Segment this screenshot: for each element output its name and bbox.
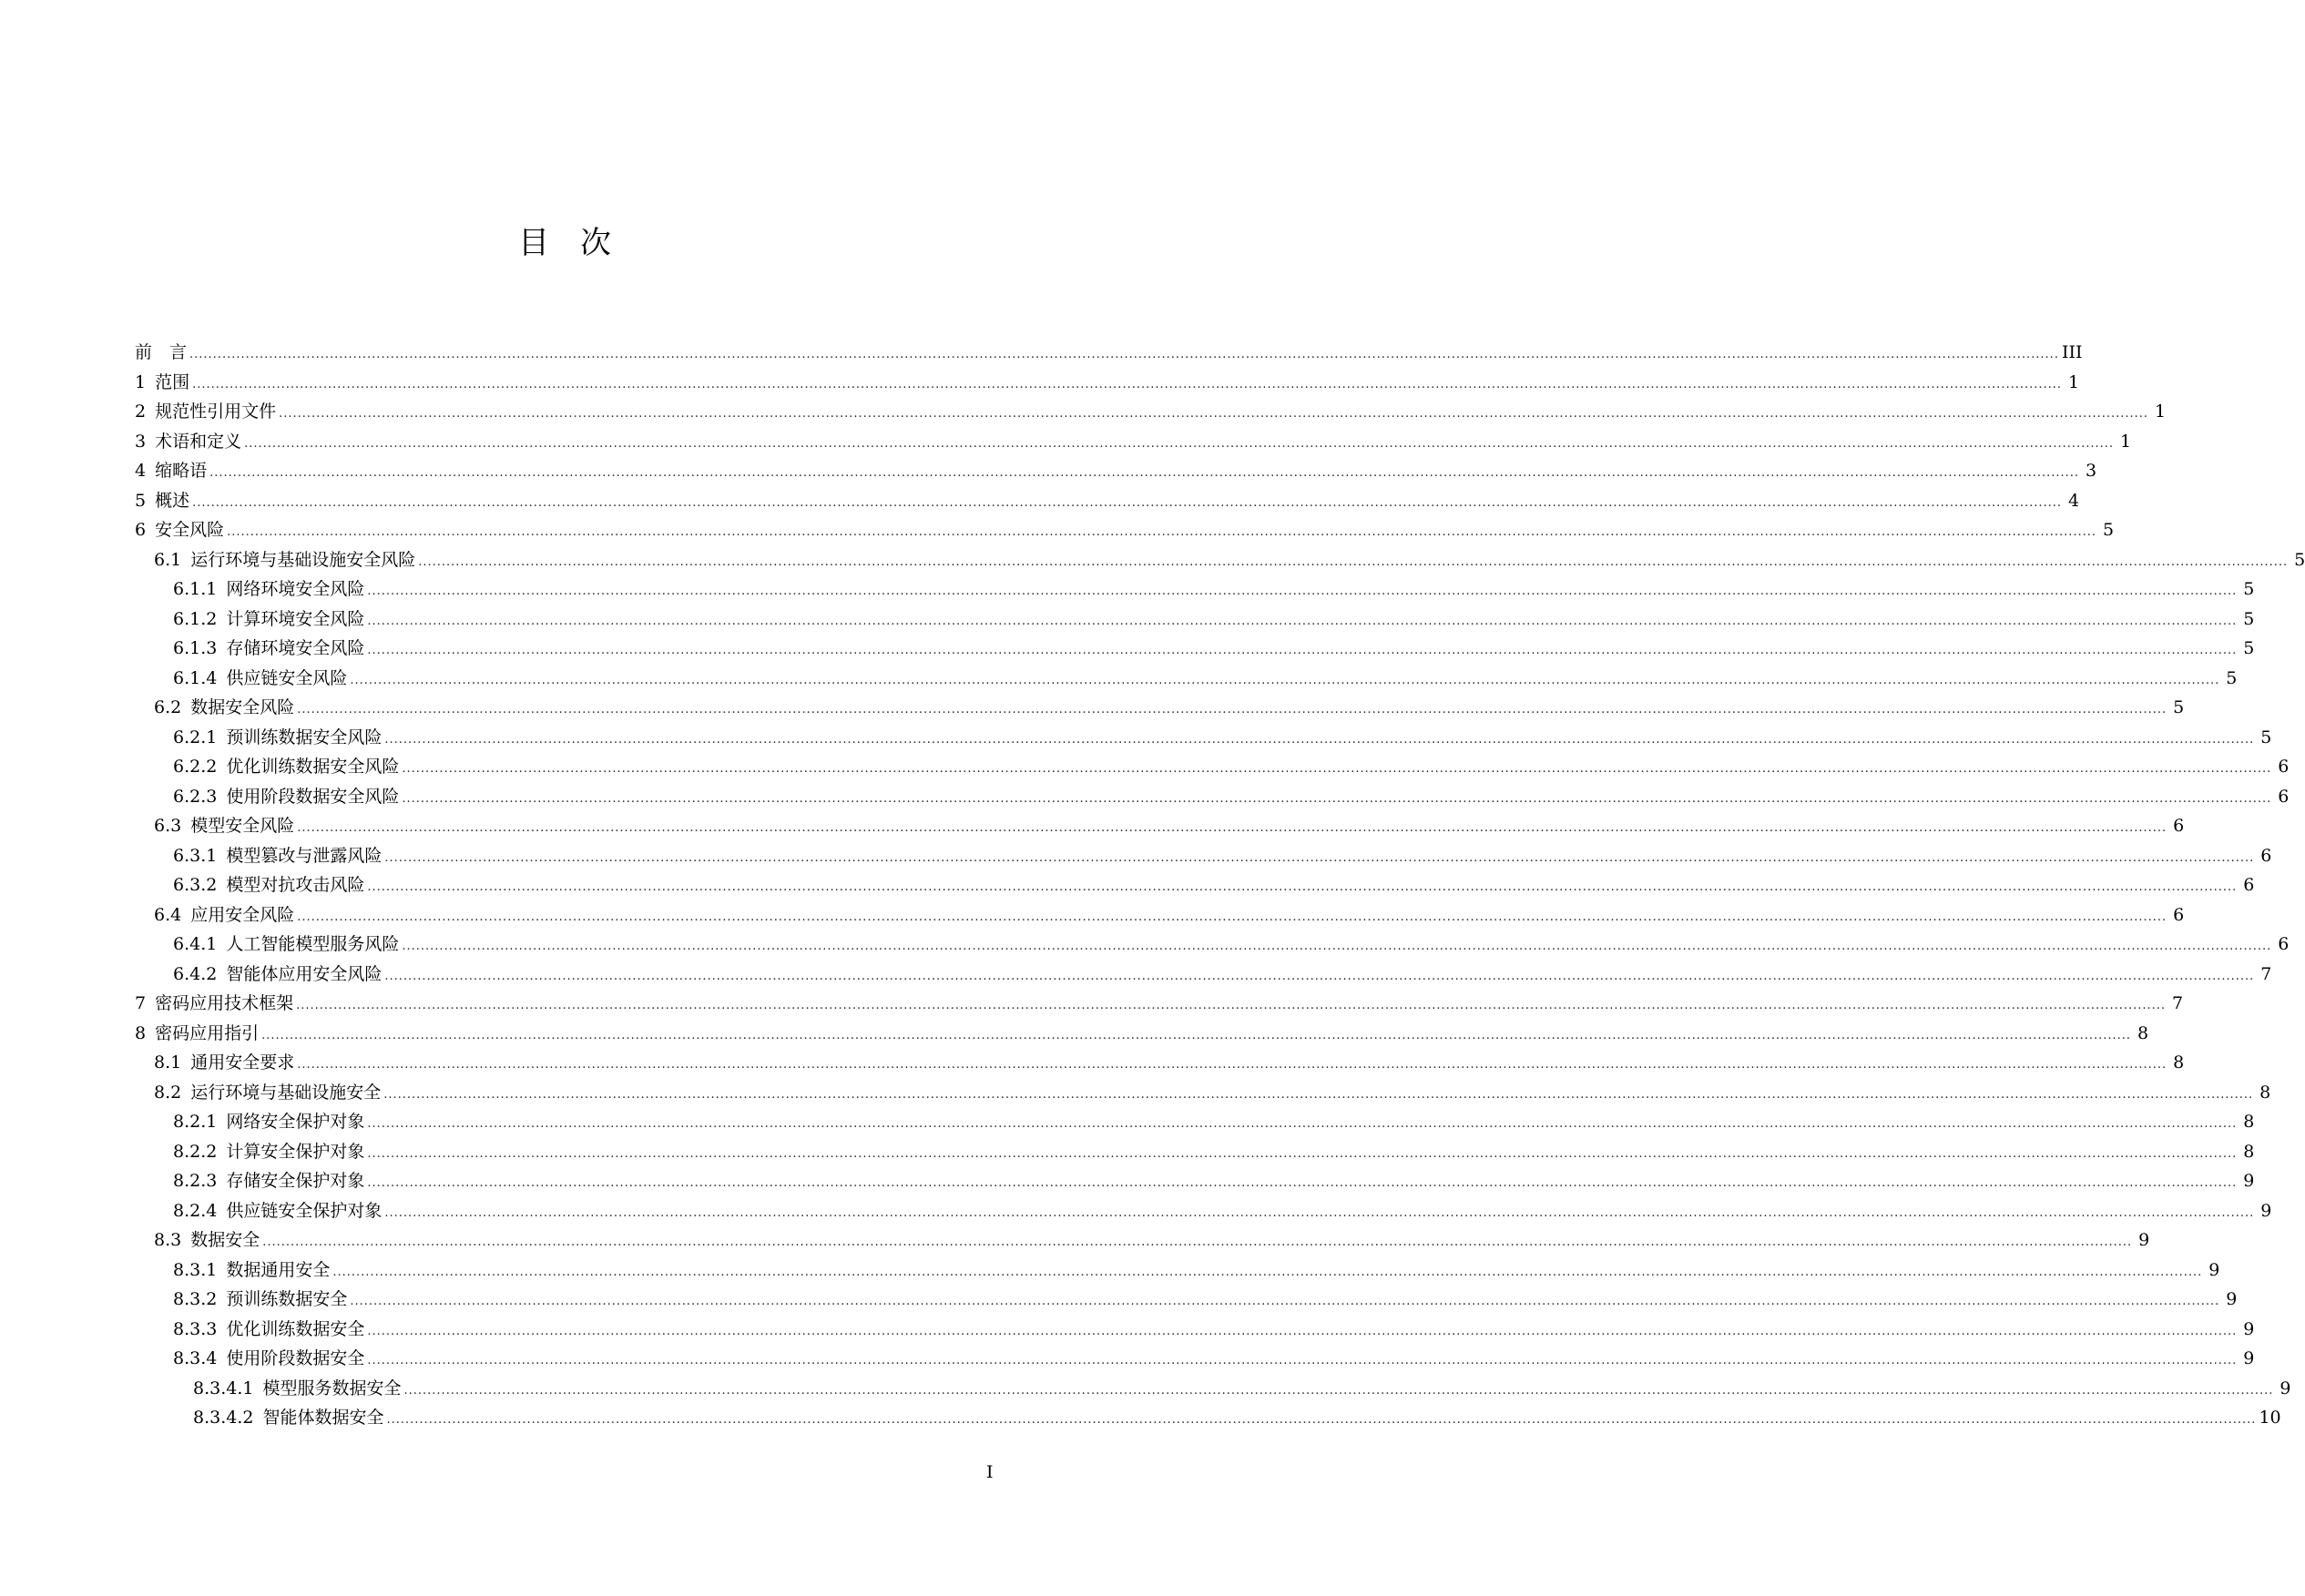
toc-entry[interactable] (135, 1225, 2150, 1255)
toc-entry[interactable] (135, 456, 2097, 486)
toc-entry-number: 6 (135, 520, 147, 540)
toc-entry-page: 9 (2226, 1289, 2238, 1309)
toc-entry-title: 模型安全风险 (190, 816, 295, 836)
toc-entry-title: 存储环境安全风险 (226, 638, 365, 658)
toc-entry-title: 模型篡改与泄露风险 (226, 845, 382, 866)
toc-leader-dots: ................................................................................................................................................................................................................................................................................................................................................................................................................ (384, 1205, 2255, 1220)
toc-entry[interactable] (135, 1048, 2185, 1078)
toc-leader-dots: ................................................................................................................................................................................................................................................................................................................................................................................................................ (296, 999, 2167, 1012)
toc-entry-title: 缩略语 (155, 461, 208, 481)
toc-entry-number: 8.3.3 (173, 1318, 218, 1339)
toc-entry-page: 5 (2294, 549, 2305, 570)
toc-entry-title: 计算安全保护对象 (226, 1141, 365, 1162)
toc-entry[interactable] (135, 515, 2115, 545)
toc-entry-number: 8.3.2 (173, 1289, 218, 1309)
toc-entry-number: 6.1 (154, 549, 182, 570)
toc-entry-page: 9 (2138, 1230, 2150, 1250)
toc-entry-number: 2 (135, 402, 147, 422)
toc-entry-number: 7 (135, 993, 147, 1013)
toc-entry-title: 使用阶段数据安全风险 (226, 786, 400, 807)
toc-entry-number: 8.2 (154, 1082, 182, 1103)
toc-entry-number: 4 (135, 461, 147, 481)
toc-entry[interactable] (135, 1344, 2255, 1374)
toc-entry[interactable] (135, 960, 2272, 990)
toc-entry-number: 8.2.4 (173, 1200, 218, 1221)
toc-entry-number: 8.2.3 (173, 1171, 218, 1191)
toc-entry-page: 6 (2278, 786, 2290, 807)
toc-entry[interactable] (135, 900, 2185, 930)
toc-leader-dots: ................................................................................................................................................................................................................................................................................................................................................................................................................ (367, 614, 2238, 628)
toc-entry-title: 概述 (155, 490, 190, 511)
toc-entry-page: 9 (2208, 1259, 2220, 1280)
toc-leader-dots: ................................................................................................................................................................................................................................................................................................................................................................................................................ (192, 377, 2063, 391)
toc-entry-title: 模型对抗攻击风险 (226, 875, 365, 895)
toc-leader-dots: ................................................................................................................................................................................................................................................................................................................................................................................................................ (279, 407, 2149, 421)
page-title: 目 次 (518, 225, 611, 261)
toc-entry-page: 6 (2260, 845, 2272, 866)
toc-leader-dots: ................................................................................................................................................................................................................................................................................................................................................................................................................ (384, 850, 2255, 865)
toc-leader-dots: ................................................................................................................................................................................................................................................................................................................................................................................................................ (384, 969, 2255, 983)
toc-entry-page: 5 (2226, 667, 2238, 688)
toc-entry-number: 5 (135, 490, 147, 511)
toc-leader-dots: ................................................................................................................................................................................................................................................................................................................................................................................................................ (402, 762, 2272, 776)
toc-entry-number: 6.3.2 (173, 875, 218, 895)
toc-entry-page: 9 (2243, 1171, 2255, 1191)
toc-entry-number: 6.3 (154, 816, 182, 836)
toc-entry-title: 优化训练数据安全 (226, 1318, 365, 1339)
toc-entry[interactable] (135, 1285, 2238, 1315)
toc-entry-title: 前 言 (135, 342, 188, 362)
toc-entry-number: 6.4.1 (173, 934, 218, 954)
toc-entry[interactable] (135, 605, 2255, 635)
toc-entry-title: 使用阶段数据安全 (226, 1348, 365, 1368)
toc-entry[interactable] (135, 693, 2185, 723)
toc-entry[interactable] (135, 397, 2167, 427)
toc-entry-title: 优化训练数据安全风险 (226, 757, 400, 777)
toc-leader-dots: ................................................................................................................................................................................................................................................................................................................................................................................................................ (297, 821, 2167, 835)
toc-entry[interactable] (135, 664, 2238, 694)
toc-entry-title: 运行环境与基础设施安全风险 (190, 549, 416, 570)
toc-entry-page: 9 (2243, 1318, 2255, 1339)
toc-entry[interactable] (135, 723, 2272, 753)
toc-entry[interactable] (135, 574, 2255, 605)
toc-entry-title: 范围 (155, 371, 190, 392)
toc-entry-number: 6.4.2 (173, 963, 218, 984)
toc-entry[interactable] (135, 1019, 2149, 1049)
toc-entry[interactable] (135, 1255, 2220, 1286)
toc-entry-page: 3 (2085, 461, 2097, 481)
toc-entry[interactable] (135, 752, 2290, 782)
toc-entry-page: 7 (2260, 963, 2272, 984)
toc-entry-number: 6.2 (154, 697, 182, 717)
toc-leader-dots: ................................................................................................................................................................................................................................................................................................................................................................................................................ (209, 466, 2080, 480)
toc-entry-title: 供应链安全保护对象 (226, 1200, 382, 1221)
toc-leader-dots: ................................................................................................................................................................................................................................................................................................................................................................................................................ (403, 1383, 2274, 1398)
toc-entry-number: 6.1.3 (173, 638, 218, 658)
toc-entry-title: 运行环境与基础设施安全 (190, 1082, 382, 1103)
toc-entry[interactable] (135, 338, 2083, 368)
toc-entry-title: 网络环境安全风险 (226, 579, 365, 599)
toc-entry-number: 8.3.4 (173, 1348, 218, 1368)
toc-leader-dots: ................................................................................................................................................................................................................................................................................................................................................................................................................ (332, 1265, 2203, 1279)
toc-entry[interactable] (135, 1137, 2255, 1167)
toc-entry-title: 人工智能模型服务风险 (226, 934, 400, 954)
toc-entry-number: 8.3 (154, 1230, 182, 1250)
toc-leader-dots: ................................................................................................................................................................................................................................................................................................................................................................................................................ (402, 940, 2272, 953)
toc-leader-dots: ................................................................................................................................................................................................................................................................................................................................................................................................................ (384, 732, 2255, 747)
toc-entry-page: 10 (2259, 1408, 2281, 1428)
footer-page-number: I (986, 1462, 994, 1482)
toc-leader-dots: ................................................................................................................................................................................................................................................................................................................................................................................................................ (297, 1058, 2167, 1072)
toc-entry[interactable] (135, 1107, 2255, 1137)
toc-entry-page: 8 (2259, 1082, 2271, 1103)
toc-entry-page: 9 (2280, 1377, 2291, 1398)
toc-entry-page: 9 (2243, 1348, 2255, 1368)
toc-entry-page: 8 (2243, 1112, 2255, 1132)
toc-entry-number: 6.2.3 (173, 786, 218, 807)
toc-entry[interactable] (135, 782, 2290, 812)
toc-leader-dots: ................................................................................................................................................................................................................................................................................................................................................................................................................ (262, 1235, 2133, 1249)
toc-entry[interactable] (135, 1403, 2281, 1433)
toc-entry-page: 6 (2173, 816, 2185, 836)
toc-entry-number: 6.2.1 (173, 727, 218, 747)
toc-entry-number: 6.1.1 (173, 579, 218, 599)
toc-entry-page: 6 (2173, 904, 2185, 925)
toc-leader-dots: ................................................................................................................................................................................................................................................................................................................................................................................................................ (227, 525, 2097, 539)
toc-entry[interactable] (135, 427, 2132, 457)
toc-leader-dots: ................................................................................................................................................................................................................................................................................................................................................................................................................ (297, 703, 2167, 717)
toc-leader-dots: ................................................................................................................................................................................................................................................................................................................................................................................................................ (367, 880, 2238, 894)
toc-leader-dots: ................................................................................................................................................................................................................................................................................................................................................................................................................ (367, 1146, 2238, 1161)
toc-leader-dots: ................................................................................................................................................................................................................................................................................................................................................................................................................ (367, 585, 2238, 598)
toc-entry-number: 8.1 (154, 1052, 182, 1072)
toc-entry-title: 密码应用指引 (155, 1022, 260, 1043)
toc-entry-number: 1 (135, 371, 147, 392)
toc-entry-page: 7 (2171, 993, 2184, 1013)
toc-entry-number: 3 (135, 431, 147, 452)
toc-entry-page: 5 (2243, 579, 2255, 599)
toc-entry-page: 5 (2243, 608, 2255, 629)
toc-leader-dots: ................................................................................................................................................................................................................................................................................................................................................................................................................ (383, 1087, 2254, 1102)
toc-entry-page: 5 (2260, 727, 2272, 747)
toc-entry-number: 8.3.1 (173, 1259, 218, 1280)
toc-entry[interactable] (135, 545, 2305, 575)
toc-entry-page: 6 (2243, 875, 2255, 895)
toc-entry[interactable] (135, 634, 2255, 664)
toc-entry-page: 8 (2137, 1022, 2149, 1043)
toc-entry-number: 6.1.2 (173, 608, 218, 629)
toc-entry-title: 术语和定义 (155, 431, 242, 452)
toc-entry-number: 6.4 (154, 904, 182, 925)
toc-leader-dots: ................................................................................................................................................................................................................................................................................................................................................................................................................ (297, 910, 2167, 924)
toc-entry-page: 1 (2119, 431, 2132, 452)
toc-entry[interactable] (135, 368, 2080, 398)
toc-entry-title: 计算环境安全风险 (226, 608, 365, 629)
toc-entry-title: 密码应用技术框架 (155, 993, 294, 1013)
toc-entry[interactable] (135, 1374, 2291, 1404)
toc-entry-title: 预训练数据安全 (226, 1289, 348, 1309)
toc-entry-page: 6 (2278, 757, 2290, 777)
toc-entry-page: 8 (2243, 1141, 2255, 1162)
toc-entry-title: 网络安全保护对象 (226, 1112, 365, 1132)
toc-leader-dots: ................................................................................................................................................................................................................................................................................................................................................................................................................ (402, 791, 2272, 806)
toc-entry-number: 8.2.1 (173, 1112, 218, 1132)
toc-entry-number: 8 (135, 1022, 147, 1043)
toc-entry[interactable] (135, 1166, 2255, 1196)
toc-entry-title: 存储安全保护对象 (226, 1171, 365, 1191)
toc-leader-dots: ................................................................................................................................................................................................................................................................................................................................................................................................................ (367, 1176, 2238, 1190)
toc-entry-title: 智能体应用安全风险 (226, 963, 382, 984)
toc-leader-dots: ................................................................................................................................................................................................................................................................................................................................................................................................................ (418, 554, 2289, 569)
toc-entry-page: 5 (2102, 520, 2115, 540)
toc-leader-dots: ................................................................................................................................................................................................................................................................................................................................................................................................................ (244, 436, 2115, 451)
toc-entry[interactable] (135, 841, 2272, 871)
toc-entry-title: 智能体数据安全 (262, 1408, 384, 1428)
table-of-contents (135, 338, 2305, 1433)
toc-entry-title: 模型服务数据安全 (262, 1377, 402, 1398)
toc-leader-dots: ................................................................................................................................................................................................................................................................................................................................................................................................................ (350, 1295, 2220, 1308)
toc-leader-dots: ................................................................................................................................................................................................................................................................................................................................................................................................................ (189, 348, 2059, 361)
toc-entry-title: 数据安全风险 (190, 697, 295, 717)
toc-entry[interactable] (135, 1196, 2272, 1226)
toc-entry-page: 5 (2173, 697, 2185, 717)
toc-entry-page: 1 (2067, 371, 2080, 392)
toc-entry-title: 供应链安全风险 (226, 667, 348, 688)
toc-leader-dots: ................................................................................................................................................................................................................................................................................................................................................................................................................ (261, 1028, 2132, 1042)
toc-entry[interactable] (135, 930, 2290, 960)
toc-leader-dots: ................................................................................................................................................................................................................................................................................................................................................................................................................ (367, 1354, 2238, 1367)
toc-entry[interactable] (135, 1078, 2271, 1108)
toc-leader-dots: ................................................................................................................................................................................................................................................................................................................................................................................................................ (367, 1324, 2238, 1338)
toc-entry-title: 数据通用安全 (226, 1259, 331, 1280)
toc-entry[interactable] (135, 870, 2255, 900)
toc-entry-page: 4 (2067, 490, 2080, 511)
toc-leader-dots: ................................................................................................................................................................................................................................................................................................................................................................................................................ (367, 644, 2238, 657)
toc-entry[interactable] (135, 811, 2185, 841)
toc-entry-title: 通用安全要求 (190, 1052, 295, 1072)
toc-entry-title: 应用安全风险 (190, 904, 295, 925)
toc-entry[interactable] (135, 989, 2184, 1019)
toc-entry-number: 6.3.1 (173, 845, 218, 866)
toc-leader-dots: ................................................................................................................................................................................................................................................................................................................................................................................................................ (350, 673, 2220, 687)
toc-leader-dots: ................................................................................................................................................................................................................................................................................................................................................................................................................ (192, 495, 2063, 510)
toc-entry-page: III (2061, 342, 2083, 362)
toc-entry-page: 9 (2260, 1200, 2272, 1221)
toc-entry[interactable] (135, 1315, 2255, 1345)
toc-entry-number: 8.3.4.1 (193, 1377, 254, 1398)
toc-entry-number: 6.2.2 (173, 757, 218, 777)
toc-leader-dots: ................................................................................................................................................................................................................................................................................................................................................................................................................ (386, 1413, 2257, 1427)
toc-entry-page: 5 (2243, 638, 2255, 658)
toc-leader-dots: ................................................................................................................................................................................................................................................................................................................................................................................................................ (367, 1117, 2238, 1131)
toc-entry-page: 8 (2173, 1052, 2185, 1072)
toc-entry-number: 8.3.4.2 (193, 1408, 254, 1428)
toc-entry-title: 数据安全 (190, 1230, 260, 1250)
toc-entry-page: 6 (2278, 934, 2290, 954)
toc-entry[interactable] (135, 486, 2080, 516)
toc-entry-number: 6.1.4 (173, 667, 218, 688)
toc-entry-number: 8.2.2 (173, 1141, 218, 1162)
toc-entry-title: 预训练数据安全风险 (226, 727, 382, 747)
toc-entry-title: 安全风险 (155, 520, 225, 540)
toc-entry-page: 1 (2154, 402, 2167, 422)
toc-entry-title: 规范性引用文件 (155, 402, 277, 422)
